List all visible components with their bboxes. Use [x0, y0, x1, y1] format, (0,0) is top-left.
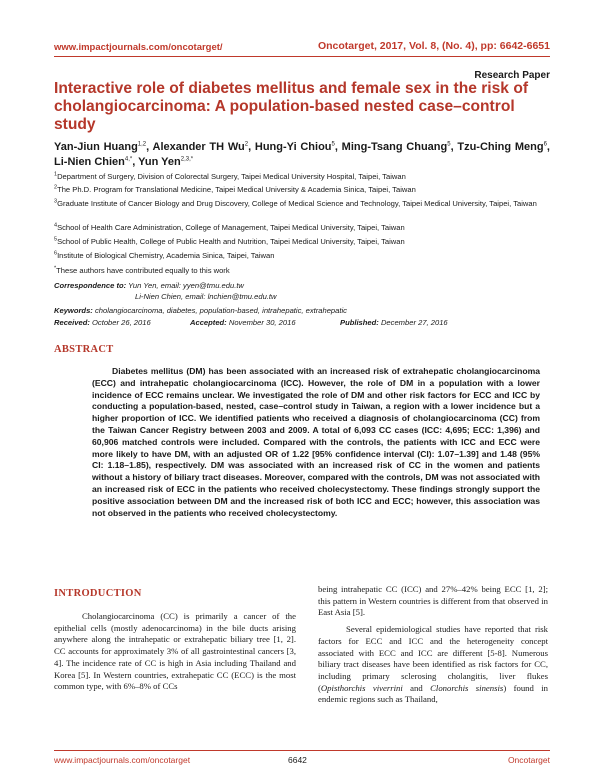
article-title: Interactive role of diabetes mellitus and female sex in the risk of cholangiocarcinoma: A population-based nested case–control study [54, 80, 529, 133]
paragraph: Several epidemiological studies have reported that risk factors for ECC and ICC and the heterogeneity concept associated with ECC and ICC are different [5-8]. Numerous biliary tract diseases have been identified as risk factors for CC, including primary sclerosing cholangitis, liver flukes (Opisthorchis viverrini and Clonorchis sinensis) found in endemic regions such as Thailand, [318, 624, 549, 705]
footer-journal-name: Oncotarget [507, 755, 550, 765]
correspondence-email[interactable]: Yun Yen, email: yyen@tmu.edu.tw [128, 281, 244, 290]
footer-journal-url[interactable]: www.impactjournals.com/oncotarget [54, 755, 191, 765]
affiliation: $^1$Department of Surgery, Division of Colorectal Surgery, Taipei Medical University Hospital, Taipei, Taiwan [54, 171, 406, 181]
correspondence-email[interactable]: Li-Nien Chien, email: lnchien@tmu.edu.tw [135, 292, 277, 301]
author: Tzu-Ching Meng$^6$, [457, 141, 550, 153]
received-date: Received: October 26, 2016 [54, 318, 151, 327]
accepted-date: Accepted: November 30, 2016 [190, 318, 296, 327]
equal-contribution-note: *These authors have contributed equally to this work [54, 265, 230, 275]
author: Ming-Tsang Chuang$^5$, [341, 141, 458, 153]
affiliation: $^4$School of Health Care Administration, College of Management, Taipei Medical University, Taipei, Taiwan [54, 222, 405, 232]
author: Alexander TH Wu$^2$, [152, 141, 255, 153]
published-date: Published: December 27, 2016 [340, 318, 448, 327]
author: Li-Nien Chien$^{4,*}$, [54, 155, 139, 168]
affiliation: $^3$Graduate Institute of Cancer Biology and Drug Discovery, College of Medical Science and Technology, Taipei Medical University, Taipei, Taiwan [54, 198, 537, 208]
keywords: Keywords: cholangiocarcinoma, diabetes, population-based, intrahepatic, extrahepatic [54, 306, 347, 315]
author: Hung-Yi Chiou$^5$, [254, 141, 342, 153]
abstract-text: Diabetes mellitus (DM) has been associated with an increased risk of extrahepatic cholangiocarcinoma (ECC) and intrahepatic cholangiocarcinoma (ICC). However, the role of DM in a population with a lower incidence of ECC remains unclear. We investigated the role of DM and other risk factors for ECC and ICC by conducting a population-based, nested, case–control study in Taiwan, a region with a lower incidence but a higher proportion of ICC. We identified patients who received a diagnosis of cholangiocarcinoma (CC) from the Taiwan Cancer Registry between 2003 and 2009. A total of 6,093 CC cases (ICC: 4,695; ECC: 1,396) and 60,906 matched controls were included. Compared with the controls, the patients with ICC and ECC were more likely to have DM, with an adjusted OR of 1.22 [95% confidence interval (CI): 1.07–1.39] and 1.48 (95% CI: 1.18–1.85), respectively. DM was associated with an increased risk of CC in the women and patients without a history of biliary tract diseases. Moreover, compared with the controls, DM was not associated with an increased risk of ECC in the patients who received cholecystectomy. These findings strongly support the positive association between DM and the increased risk of both ICC and ECC; however, this association was not observed in the patients who received cholecystectomy. [92, 366, 540, 518]
abstract-heading: ABSTRACT [54, 344, 114, 355]
article-type-label: Research Paper [474, 70, 550, 81]
journal-citation-header: Oncotarget, 2017, Vol. 8, (No. 4), pp: 6642-6651 [317, 40, 550, 52]
header-divider [54, 56, 550, 57]
introduction-column-2 [318, 584, 548, 706]
affiliation: $^2$The Ph.D. Program for Translational Medicine, Taipei Medical University & Academia Sinica, Taipei, Taiwan [54, 184, 416, 194]
affiliation: $^6$Institute of Biological Chemistry, Academia Sinica, Taipei, Taiwan [54, 250, 275, 260]
footer-divider [54, 750, 550, 751]
author: Yan-Jiun Huang$^{1,2}$, [54, 141, 153, 153]
page-number: 6642 [288, 755, 307, 765]
author-list [54, 140, 550, 169]
affiliation: $^5$School of Public Health, College of Public Health and Nutrition, Taipei Medical University, Taipei, Taiwan [54, 236, 405, 246]
paragraph: being intrahepatic CC (ICC) and 27%–42% being ECC [1, 2]; this pattern in Western countries is different from that observed in East Asia [5]. [318, 584, 548, 618]
introduction-heading: INTRODUCTION [54, 588, 142, 599]
introduction-column-1: Cholangiocarcinoma (CC) is primarily a cancer of the epithelial cells (mostly adenocarcinoma) in the bile ducts arising anywhere along the intrahepatic or extrahepatic biliary tree [1, 2]. CC accounts for approximately 3% of all gastrointestinal cancers [3, 4]. The incidence rate of CC is high in Asia including Thailand and Korea [5]. In Western countries, extrahepatic CC (ECC) is the most common type, with 6%–8% of CCs [54, 611, 296, 692]
author: Yun Yen$^{2,3,*}$ [138, 155, 194, 168]
correspondence: Correspondence to: Yun Yen, email: yyen@tmu.edu.tw [54, 281, 244, 290]
journal-url-header[interactable]: www.impactjournals.com/oncotarget/ [54, 42, 223, 53]
